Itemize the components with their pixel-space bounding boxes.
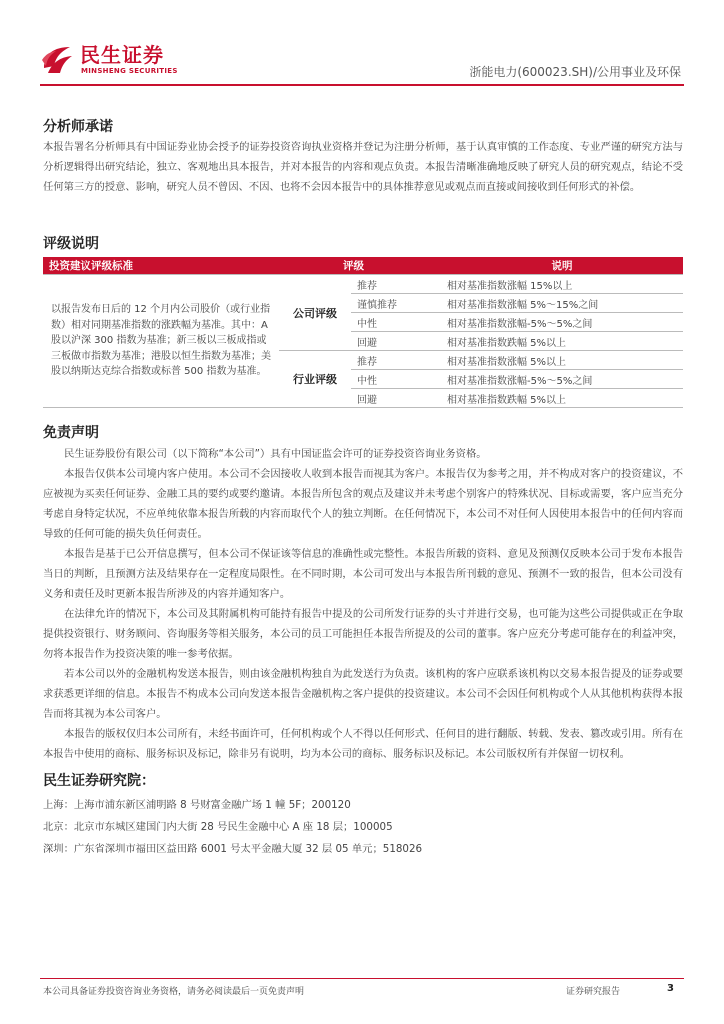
minsheng-logo-icon [40, 44, 74, 76]
desc-cell: 相对基准指数涨幅-5%～5%之间 [441, 313, 683, 332]
rank-cell: 谨慎推荐 [351, 294, 441, 313]
table-row [43, 275, 683, 294]
desc-cell: 相对基准指数涨幅 5%以上 [441, 351, 683, 370]
analyst-commitment-text [43, 137, 683, 197]
minsheng-logo [40, 44, 190, 76]
desc-cell: 相对基准指数涨幅 5%～15%之间 [441, 294, 683, 313]
rank-cell: 中性 [351, 370, 441, 389]
disclaimer-paragraph: 民生证券股份有限公司（以下简称“本公司”）具有中国证监会许可的证券投资咨询业务资格。 [64, 448, 487, 460]
analyst-commitment-title: 分析师承诺 [43, 119, 113, 135]
disclaimer-paragraph: 本报告仅供本公司境内客户使用。本公司不会因接收人收到本报告而视其为客户。本报告仅为参考之用，并不构成对客户的投资建议，不应被视为买卖任何证券、金融工具的要约或要约邀请。本报告所包含的观点及建议并未考虑个别客户的特殊状况、目标或需要，客户应当充分考虑自身特定状况，不应单纯依靠本报告所载的内容而取代个人的独立判断。在任何情况下，本公司不对任何人因使用本报告中的任何内容而导致的任何可能的损失负任何责任。 [43, 468, 683, 540]
header-divider [40, 84, 684, 86]
brand-name-en: MINSHENG SECURITIES [81, 67, 178, 75]
rank-cell: 回避 [351, 389, 441, 408]
rating-header-rank: 评级 [279, 257, 441, 275]
analyst-commitment-paragraph: 本报告署名分析师具有中国证券业协会授予的证券投资咨询执业资格并登记为注册分析师，基于认真审慎的工作态度、专业严谨的研究方法与分析逻辑得出研究结论，独立、客观地出具本报告，并对本报告的内容和观点负责。本报告清晰准确地反映了研究人员的研究观点，结论不受任何第三方的授意、影响，研究人员不曾因、不因、也将不会因本报告中的具体推荐意见或观点而直接或间接收到任何形式的补偿。 [43, 141, 683, 193]
page-number: 3 [667, 983, 674, 994]
rating-header-standard: 投资建议评级标准 [43, 257, 279, 275]
rating-title: 评级说明 [43, 236, 99, 252]
rank-cell: 推荐 [351, 351, 441, 370]
address-shanghai: 上海：上海市浦东新区浦明路 8 号财富金融广场 1 幢 5F；200120 [43, 799, 351, 811]
address-shenzhen: 深圳：广东省深圳市福田区益田路 6001 号太平金融大厦 32 层 05 单元；518026 [43, 843, 423, 855]
desc-cell: 相对基准指数跌幅 5%以上 [441, 389, 683, 408]
footer-notice: 本公司具备证券投资咨询业务资格，请务必阅读最后一页免责声明 [43, 987, 305, 997]
disclaimer-paragraph: 在法律允许的情况下，本公司及其附属机构可能持有报告中提及的公司所发行证券的头寸并进行交易，也可能为这些公司提供或正在争取提供投资银行、财务顾问、咨询服务等相关服务，本公司的员工可能担任本报告所提及的公司的董事。客户应充分考虑可能存在的利益冲突，勿将本报告作为投资决策的唯一参考依据。 [43, 608, 683, 660]
desc-cell: 相对基准指数跌幅 5%以上 [441, 332, 683, 351]
report-reference: 浙能电力(600023.SH)/公用事业及环保 [469, 65, 681, 79]
rating-standard-text: 以报告发布日后的 12 个月内公司股价（或行业指数）相对同期基准指数的涨跌幅为基准。其中：A 股以沪深 300 指数为基准；新三板以三板成指或三板做市指数为基准；港股以恒生指数为基准；美股以纳斯达克综合指数或标普 500 指数为基准。 [43, 275, 279, 408]
desc-cell: 相对基准指数涨幅 15%以上 [441, 275, 683, 294]
disclaimer-body [43, 444, 683, 764]
footer-report-type: 证券研究报告 [566, 987, 621, 997]
disclaimer-paragraph: 若本公司以外的金融机构发送本报告，则由该金融机构独自为此发送行为负责。该机构的客户应联系该机构以交易本报告提及的证券或要求获悉更详细的信息。本报告不构成本公司向发送本报告金融机构之客户提供的投资建议。本公司不会因任何机构或个人从其他机构获得本报告而将其视为本公司客户。 [43, 668, 683, 720]
rank-cell: 推荐 [351, 275, 441, 294]
industry-rating-label: 行业评级 [279, 351, 351, 408]
disclaimer-title: 免责声明 [43, 425, 99, 441]
rank-cell: 回避 [351, 332, 441, 351]
company-rating-label: 公司评级 [279, 275, 351, 351]
disclaimer-paragraph: 本报告是基于已公开信息撰写，但本公司不保证该等信息的准确性或完整性。本报告所载的资料、意见及预测仅反映本公司于发布本报告当日的判断，且预测方法及结果存在一定程度局限性。在不同时期，本公司可发出与本报告所刊载的意见、预测不一致的报告，但本公司没有义务和责任及时更新本报告所涉及的内容并通知客户。 [43, 548, 683, 600]
institute-title: 民生证券研究院： [43, 773, 155, 789]
rating-table-header [43, 257, 683, 275]
rank-cell: 中性 [351, 313, 441, 332]
rating-header-desc: 说明 [441, 257, 683, 275]
address-beijing: 北京：北京市东城区建国门内大街 28 号民生金融中心 A 座 18 层；100005 [43, 821, 393, 833]
brand-name-cn: 民生证券 [80, 43, 164, 67]
rating-table [43, 257, 683, 408]
page-header [0, 0, 724, 90]
desc-cell: 相对基准指数涨幅-5%～5%之间 [441, 370, 683, 389]
footer-divider [40, 978, 684, 979]
disclaimer-paragraph: 本报告的版权仅归本公司所有，未经书面许可，任何机构或个人不得以任何形式、任何目的进行翻版、转载、发表、篡改或引用。所有在本报告中使用的商标、服务标识及标记，除非另有说明，均为本公司的商标、服务标识及标记。本公司版权所有并保留一切权利。 [43, 728, 683, 760]
